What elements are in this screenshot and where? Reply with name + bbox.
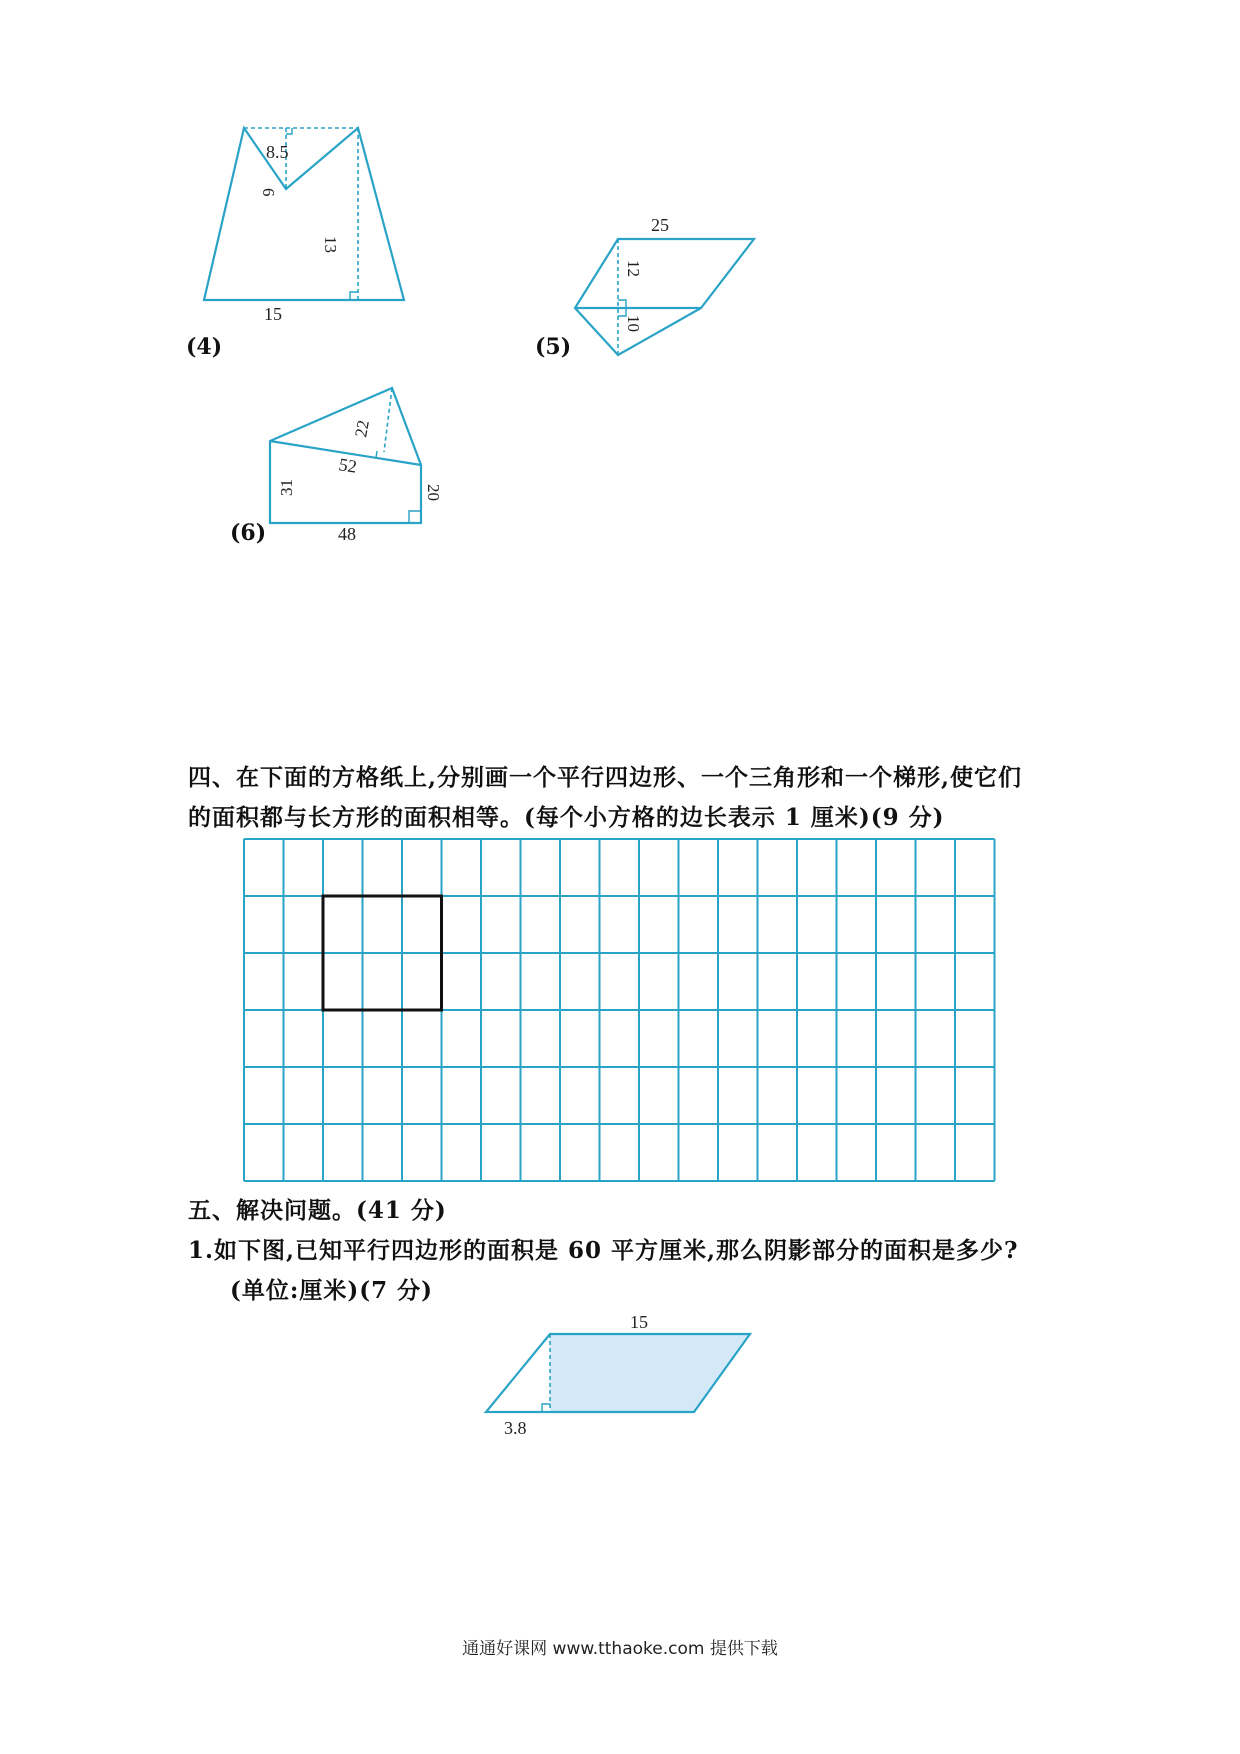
- section4-line1: 四、在下面的方格纸上,分别画一个平行四边形、一个三角形和一个梯形,使它们: [188, 764, 1023, 791]
- figure-6-label-right: 20: [424, 484, 443, 501]
- figure-6-label-height-tri: 22: [351, 418, 373, 439]
- section5-q1-line1: 1.如下图,已知平行四边形的面积是 60 平方厘米,那么阴影部分的面积是多少?: [188, 1237, 1019, 1264]
- figure-6-height-dashed: [384, 388, 392, 452]
- figure-4-shape: [204, 128, 404, 300]
- figure-5-caption: (5): [535, 334, 572, 360]
- figure-6-label-diagonal: 52: [337, 454, 359, 477]
- shaded-region: [550, 1334, 750, 1412]
- right-angle-mark: [286, 128, 292, 134]
- figure-4-caption: (4): [186, 334, 223, 360]
- parallelogram-figure: [480, 1310, 760, 1438]
- footer-text: 通通好课网 www.tthaoke.com 提供下载: [462, 1639, 778, 1659]
- right-angle-mark: [542, 1404, 550, 1412]
- figure-4-label-side: 13: [321, 236, 340, 253]
- parallelogram-label-bottom-left: 3.8: [504, 1418, 527, 1438]
- right-angle-mark: [409, 511, 421, 523]
- figure-5: [560, 215, 760, 365]
- right-angle-mark: [618, 300, 626, 308]
- figure-6-caption: (6): [230, 520, 267, 546]
- right-angle-mark: [350, 292, 358, 300]
- figure-5-label-height-lower: 10: [624, 315, 643, 332]
- parallelogram-label-top: 15: [630, 1312, 648, 1332]
- square-grid: [243, 838, 994, 1186]
- figure-6-label-left: 31: [277, 479, 296, 496]
- figure-4-label-top: 8.5: [266, 142, 289, 162]
- figure-4: [200, 142, 420, 330]
- figure-5-label-top: 25: [651, 215, 669, 235]
- figure-6: [260, 388, 460, 544]
- figure-4-label-bottom: 15: [264, 304, 282, 324]
- figure-5-label-height-upper: 12: [624, 260, 643, 277]
- section5-q1-line2: (单位:厘米)(7 分): [230, 1277, 434, 1304]
- right-angle-mark: [376, 451, 384, 459]
- section5-title: 五、解决问题。(41 分): [188, 1197, 447, 1224]
- figure-4-label-height: 6: [259, 188, 278, 197]
- figure-5-shape: [575, 239, 754, 355]
- section4-line2: 的面积都与长方形的面积相等。(每个小方格的边长表示 1 厘米)(9 分): [188, 804, 945, 831]
- figure-6-label-bottom: 48: [338, 524, 356, 544]
